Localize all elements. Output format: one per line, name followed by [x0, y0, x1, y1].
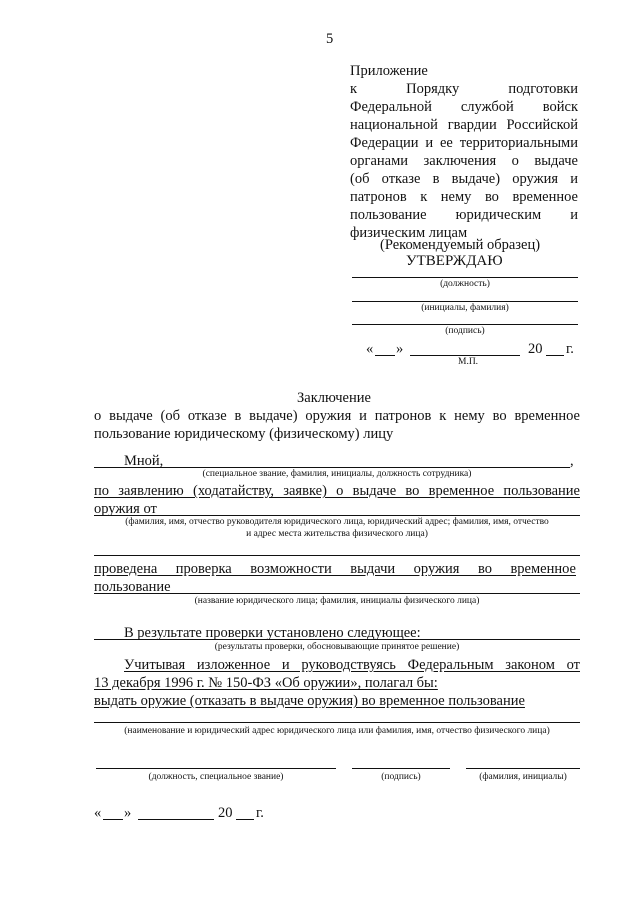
page-number: 5 [326, 31, 334, 47]
year-blank [546, 355, 564, 356]
bottom-date-quote-close: » [124, 805, 132, 821]
application-text: по заявлению (ходатайству, заявке) о выдаче во временное пользование [94, 483, 580, 499]
bottom-year-suffix: г. [256, 805, 264, 821]
considering-text: 13 декабря 1996 г. № 150-ФЗ «Об оружии», полагал бы: [94, 675, 438, 691]
sign-signature-caption: (подпись) [381, 772, 421, 782]
result-text: В результате проверки установлено следующее: [124, 625, 421, 641]
officer-line [94, 467, 570, 468]
recipient-line [94, 722, 580, 723]
approve-heading: УТВЕРЖДАЮ [406, 253, 503, 269]
appendix-line: патронов к нему во временное [350, 189, 578, 205]
appendix-line: Приложение [350, 63, 428, 79]
considering-text: Учитывая изложенное и руководствуясь Федеральным законом от [124, 657, 580, 673]
signature-caption: (подпись) [445, 326, 485, 336]
check-text: пользование [94, 579, 171, 595]
bottom-month-blank [138, 819, 214, 820]
bottom-year-prefix: 20 [218, 805, 233, 821]
sign-position-caption: (должность, специальное звание) [148, 772, 284, 782]
document-subtitle: о выдаче (об отказе в выдаче) оружия и патронов к нему во временное [94, 408, 580, 424]
application-text: оружия от [94, 501, 157, 517]
day-blank [375, 355, 395, 356]
bottom-year-blank [236, 819, 254, 820]
appendix-line: (об отказе в выдаче) оружия и [350, 171, 578, 187]
decision-text: выдать оружие (отказать в выдаче оружия) во временное пользование [94, 693, 525, 709]
position-line [352, 277, 578, 278]
bottom-date-quote-open: « [94, 805, 102, 821]
document-subtitle: пользование юридическому (физическому) лицу [94, 426, 394, 442]
document-title: Заключение [297, 390, 371, 406]
result-line [94, 639, 580, 640]
check-text: проведена проверка возможности выдачи оружия во временное [94, 561, 576, 577]
appendix-line: национальной гвардии Российской [350, 117, 578, 133]
year-prefix: 20 [528, 341, 543, 357]
position-caption: (должность) [440, 279, 490, 289]
name-line [352, 301, 578, 302]
applicant-line [94, 515, 580, 516]
officer-caption: (специальное звание, фамилия, инициалы, должность сотрудника) [202, 469, 472, 479]
recipient-caption: (наименование и юридический адрес юридического лица или фамилия, имя, отчество физического лица) [124, 726, 550, 736]
month-blank [410, 355, 520, 356]
i-word: Мной, [124, 453, 164, 469]
sign-position-line [96, 768, 336, 769]
appendix-line: пользование юридическим и [350, 207, 578, 223]
bottom-day-blank [103, 819, 123, 820]
entity-line [94, 593, 580, 594]
sign-signature-line [352, 768, 450, 769]
appendix-line: к Порядку подготовки [350, 81, 578, 97]
signature-line [352, 324, 578, 325]
appendix-line: физическим лицам [350, 225, 468, 241]
applicant-line-2 [94, 555, 580, 556]
year-suffix: г. [566, 341, 574, 357]
officer-comma: , [570, 453, 574, 469]
sign-name-caption: (фамилия, инициалы) [479, 772, 567, 782]
applicant-caption: и адрес места жительства физического лица) [246, 529, 428, 539]
entity-caption: (название юридического лица; фамилия, инициалы физического лица) [194, 596, 480, 606]
appendix-line: Федерации и ее территориальными [350, 135, 578, 151]
result-caption: (результаты проверки, обосновывающие принятое решение) [214, 642, 460, 652]
appendix-block [350, 62, 578, 242]
appendix-line: Федеральной службой войск [350, 99, 578, 115]
date-quote-open: « [366, 341, 374, 357]
date-quote-close: » [396, 341, 404, 357]
sign-name-line [466, 768, 580, 769]
appendix-line: органами заключения о выдаче [350, 153, 578, 169]
name-caption: (инициалы, фамилия) [421, 303, 509, 313]
sample-note: (Рекомендуемый образец) [380, 237, 541, 253]
stamp-mark: М.П. [458, 357, 479, 367]
applicant-caption: (фамилия, имя, отчество руководителя юридического лица, юридический адрес; фамилия, имя, отчество [125, 517, 549, 527]
